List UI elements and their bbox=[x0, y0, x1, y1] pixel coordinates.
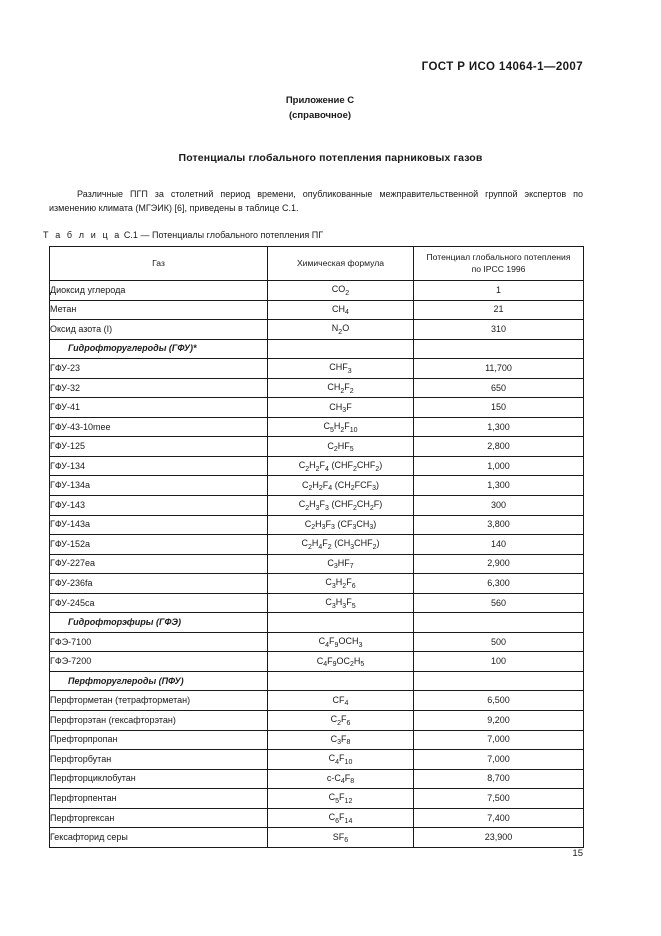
chemical-formula: $C_4F_9OC_2H_5$ bbox=[268, 652, 414, 672]
gwp-value bbox=[414, 613, 584, 633]
gwp-value: 1,000 bbox=[414, 456, 584, 476]
chemical-formula: $C_2H_3F_3$ $(CHF_2CH_2F)$ bbox=[268, 496, 414, 516]
standard-header: ГОСТ Р ИСО 14064-1—2007 bbox=[421, 61, 583, 73]
gas-name: Префторпропан bbox=[50, 730, 268, 750]
chemical-formula: $C_3HF_7$ bbox=[268, 554, 414, 574]
gas-name: Метан bbox=[50, 300, 268, 320]
gwp-value: 1,300 bbox=[414, 476, 584, 496]
gwp-value: 1 bbox=[414, 281, 584, 301]
gas-name: ГФУ-32 bbox=[50, 378, 268, 398]
table-caption-label: Т а б л и ц а bbox=[43, 230, 122, 240]
table-head bbox=[50, 247, 584, 281]
chemical-formula: $CH_2F_2$ bbox=[268, 378, 414, 398]
table-row bbox=[50, 515, 584, 535]
table-group-row bbox=[50, 671, 584, 691]
table-row bbox=[50, 320, 584, 340]
chemical-formula: $CF_4$ bbox=[268, 691, 414, 711]
gas-name: Перфторметан (тетрафторметан) bbox=[50, 691, 268, 711]
chemical-formula: $C_2H_3F_3$ $(CF_3CH_3)$ bbox=[268, 515, 414, 535]
gwp-value: 6,500 bbox=[414, 691, 584, 711]
table-row bbox=[50, 828, 584, 848]
gwp-value: 6,300 bbox=[414, 574, 584, 594]
chemical-formula: $C_6F_{14}$ bbox=[268, 808, 414, 828]
table-row bbox=[50, 417, 584, 437]
gwp-value: 23,900 bbox=[414, 828, 584, 848]
gas-name: Диоксид углерода bbox=[50, 281, 268, 301]
table-row bbox=[50, 652, 584, 672]
table-header-row bbox=[50, 247, 584, 281]
table-caption-text: Потенциалы глобального потепления ПГ bbox=[151, 230, 324, 240]
gwp-value bbox=[414, 671, 584, 691]
column-header-gas: Газ bbox=[50, 247, 268, 281]
table-row bbox=[50, 750, 584, 770]
chemical-formula: $C_3H_2F_6$ bbox=[268, 574, 414, 594]
table-row bbox=[50, 359, 584, 379]
table-row bbox=[50, 769, 584, 789]
annex-block bbox=[0, 93, 640, 123]
table-row bbox=[50, 593, 584, 613]
gas-name: ГФУ-134a bbox=[50, 476, 268, 496]
table-row bbox=[50, 496, 584, 516]
chemical-formula bbox=[268, 671, 414, 691]
gas-name: Перфторгексан bbox=[50, 808, 268, 828]
gwp-value: 2,900 bbox=[414, 554, 584, 574]
gas-name: ГФУ-23 bbox=[50, 359, 268, 379]
gas-name: ГФЭ-7200 bbox=[50, 652, 268, 672]
chemical-formula: $c-C_4F_8$ bbox=[268, 769, 414, 789]
chemical-formula: $C_3H_3F_5$ bbox=[268, 593, 414, 613]
gas-name: Перфторэтан (гексафторэтан) bbox=[50, 711, 268, 731]
table-row bbox=[50, 437, 584, 457]
table-row bbox=[50, 574, 584, 594]
gwp-value: 300 bbox=[414, 496, 584, 516]
table-row bbox=[50, 789, 584, 809]
gas-name: Перфторциклобутан bbox=[50, 769, 268, 789]
gas-name: Перфторбутан bbox=[50, 750, 268, 770]
table-caption-dash: — bbox=[140, 230, 150, 240]
gas-name: ГФУ-152a bbox=[50, 535, 268, 555]
chemical-formula: $N_2O$ bbox=[268, 320, 414, 340]
column-header-gwp bbox=[414, 247, 584, 281]
chemical-formula: $C_2H_2F_4$ $(CH_2FCF_3)$ bbox=[268, 476, 414, 496]
column-header-formula: Химическая формула bbox=[268, 247, 414, 281]
chemical-formula: $CO_2$ bbox=[268, 281, 414, 301]
page-number: 15 bbox=[572, 848, 583, 859]
annex-title: Приложение С bbox=[285, 95, 355, 106]
gas-name: ГФУ-125 bbox=[50, 437, 268, 457]
gas-name: Оксид азота (I) bbox=[50, 320, 268, 340]
gwp-value: 150 bbox=[414, 398, 584, 418]
table-row bbox=[50, 535, 584, 555]
gwp-value: 1,300 bbox=[414, 417, 584, 437]
table-row bbox=[50, 398, 584, 418]
gwp-value: 7,000 bbox=[414, 730, 584, 750]
table-row bbox=[50, 476, 584, 496]
gas-name: Гексафторид серы bbox=[50, 828, 268, 848]
gas-name: ГФУ-43-10mee bbox=[50, 417, 268, 437]
table-body bbox=[50, 281, 584, 848]
gwp-table-wrapper bbox=[49, 246, 583, 848]
table-row bbox=[50, 691, 584, 711]
gwp-value: 9,200 bbox=[414, 711, 584, 731]
chemical-formula: $C_2F_6$ bbox=[268, 711, 414, 731]
chemical-formula bbox=[268, 339, 414, 359]
table-row bbox=[50, 711, 584, 731]
chemical-formula: $C_4F_{10}$ bbox=[268, 750, 414, 770]
chemical-formula: $CHF_3$ bbox=[268, 359, 414, 379]
table-row bbox=[50, 730, 584, 750]
table-row bbox=[50, 378, 584, 398]
intro-paragraph: Различные ПГП за столетний период времени, опубликованные межправительственной группой экспертов по изменению климата (МГЭИК) [6], приведены в таблице С.1. bbox=[49, 189, 583, 213]
gas-name: ГФУ-227ea bbox=[50, 554, 268, 574]
column-header-gwp-line2: по IPCC 1996 bbox=[471, 263, 526, 274]
gwp-value: 560 bbox=[414, 593, 584, 613]
gas-name: ГФУ-134 bbox=[50, 456, 268, 476]
gwp-value: 7,400 bbox=[414, 808, 584, 828]
chemical-formula: $SF_6$ bbox=[268, 828, 414, 848]
gas-name: Перфторпентан bbox=[50, 789, 268, 809]
gwp-value: 140 bbox=[414, 535, 584, 555]
page-title: Потенциалы глобального потепления парниковых газов bbox=[178, 152, 483, 164]
table-row bbox=[50, 456, 584, 476]
gas-group-label: Гидрофторэфиры (ГФЭ) bbox=[50, 613, 268, 633]
gwp-value bbox=[414, 339, 584, 359]
table-row bbox=[50, 554, 584, 574]
gwp-value: 310 bbox=[414, 320, 584, 340]
chemical-formula: $C_3F_8$ bbox=[268, 730, 414, 750]
gwp-value: 100 bbox=[414, 652, 584, 672]
gas-group-label: Перфторуглероды (ПФУ) bbox=[50, 671, 268, 691]
table-row bbox=[50, 632, 584, 652]
table-group-row bbox=[50, 613, 584, 633]
gwp-value: 500 bbox=[414, 632, 584, 652]
chemical-formula: $CH_3F$ bbox=[268, 398, 414, 418]
gwp-value: 7,000 bbox=[414, 750, 584, 770]
table-row bbox=[50, 808, 584, 828]
chemical-formula bbox=[268, 613, 414, 633]
gas-name: ГФЭ-7100 bbox=[50, 632, 268, 652]
chemical-formula: $C_2HF_5$ bbox=[268, 437, 414, 457]
gwp-value: 2,800 bbox=[414, 437, 584, 457]
chemical-formula: $C_2H_4F_2$ $(CH_3CHF_2)$ bbox=[268, 535, 414, 555]
gwp-value: 8,700 bbox=[414, 769, 584, 789]
column-header-gwp-line1: Потенциал глобального потепления bbox=[426, 252, 571, 262]
gwp-table bbox=[49, 246, 584, 848]
chemical-formula: $C_5F_{12}$ bbox=[268, 789, 414, 809]
gas-name: ГФУ-41 bbox=[50, 398, 268, 418]
gas-name: ГФУ-143 bbox=[50, 496, 268, 516]
chemical-formula: $C_5H_2F_{10}$ bbox=[268, 417, 414, 437]
table-row bbox=[50, 281, 584, 301]
gwp-value: 21 bbox=[414, 300, 584, 320]
gas-name: ГФУ-143a bbox=[50, 515, 268, 535]
gas-name: ГФУ-245ca bbox=[50, 593, 268, 613]
gwp-value: 3,800 bbox=[414, 515, 584, 535]
gwp-value: 7,500 bbox=[414, 789, 584, 809]
annex-subtitle: (справочное) bbox=[288, 110, 352, 121]
chemical-formula: $C_4F_9OCH_3$ bbox=[268, 632, 414, 652]
table-row bbox=[50, 300, 584, 320]
gas-group-label: Гидрофторуглероды (ГФУ)* bbox=[50, 339, 268, 359]
chemical-formula: $CH_4$ bbox=[268, 300, 414, 320]
table-caption bbox=[43, 230, 323, 240]
gas-name: ГФУ-236fa bbox=[50, 574, 268, 594]
chemical-formula: $C_2H_2F_4$ $(CHF_2CHF_2)$ bbox=[268, 456, 414, 476]
table-group-row bbox=[50, 339, 584, 359]
gwp-value: 650 bbox=[414, 378, 584, 398]
table-caption-number: С.1 bbox=[123, 230, 138, 240]
gwp-value: 11,700 bbox=[414, 359, 584, 379]
